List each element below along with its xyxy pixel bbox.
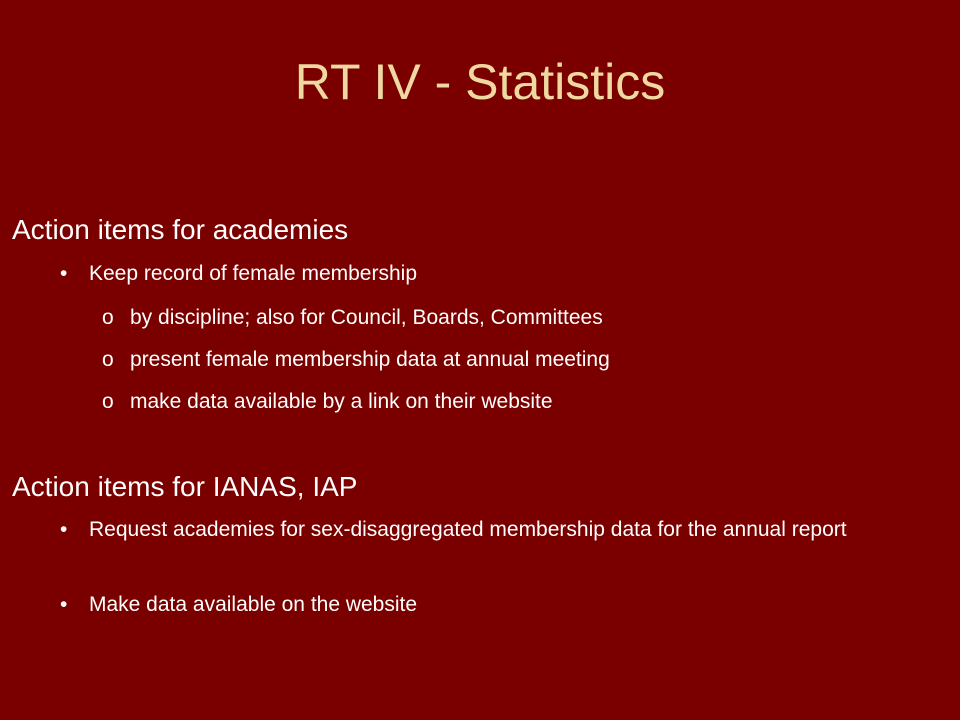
subbullet-make-available [102, 389, 553, 414]
subbullet-marker: o [102, 390, 114, 413]
section-heading-academies: Action items for academies [12, 214, 349, 245]
slide-title: RT IV - Statistics [294, 54, 666, 110]
subbullet-marker: o [102, 306, 114, 329]
subbullet-text: make data available by a link on their website [130, 390, 553, 413]
subbullet-present-data [102, 347, 610, 372]
bullet-keep-record [60, 261, 950, 286]
subbullet-text: present female membership data at annual meeting [130, 348, 610, 371]
subbullet-text: by discipline; also for Council, Boards, Committees [130, 306, 603, 329]
bullet-marker: • [60, 518, 68, 541]
bullet-request-academies [60, 517, 950, 542]
bullet-marker: • [60, 262, 68, 285]
bullet-make-available [60, 592, 950, 617]
subbullet-marker: o [102, 348, 114, 371]
bullet-text: Request academies for sex-disaggregated membership data for the annual report [89, 518, 847, 541]
bullet-text: Keep record of female membership [89, 262, 417, 285]
bullet-marker: • [60, 593, 68, 616]
bullet-text: Make data available on the website [89, 593, 418, 616]
subbullet-by-discipline [102, 305, 603, 330]
section-heading-ianas-iap: Action items for IANAS, IAP [12, 471, 358, 502]
